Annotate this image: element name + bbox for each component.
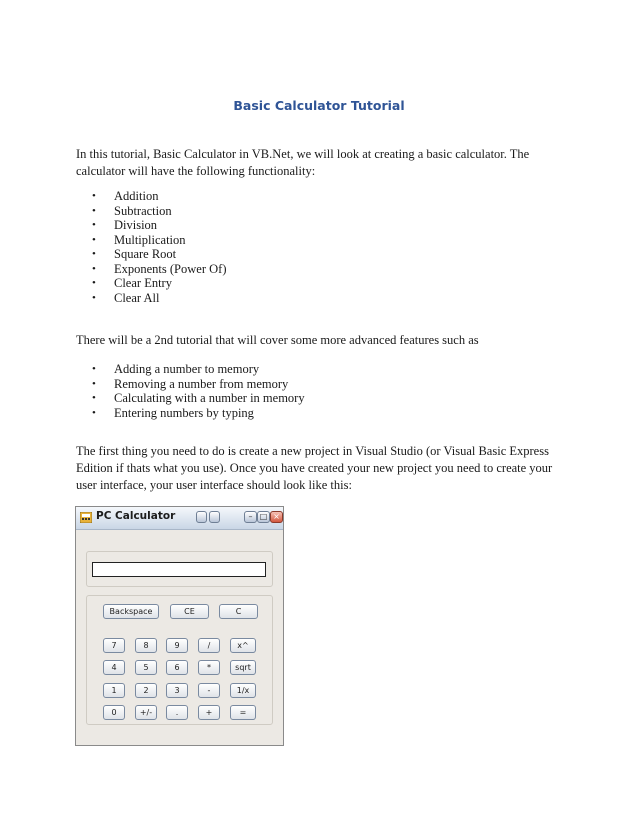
bullet-icon: •	[92, 262, 96, 275]
calc-key: *	[198, 660, 220, 675]
app-icon	[80, 512, 92, 523]
feature-item	[76, 276, 226, 291]
bullet-icon: •	[92, 233, 96, 246]
intro-paragraph	[76, 146, 556, 180]
maximize-icon: □	[257, 511, 270, 523]
minimize-icon: –	[244, 511, 257, 523]
intro-text: In this tutorial, Basic Calculator in VB.Net, we will look at creating a basic calculator. The calculator will have the following functionality:	[76, 147, 530, 178]
advanced-feature-item-label: Calculating with a number in memory	[114, 391, 305, 405]
feature-item-label: Clear Entry	[114, 276, 172, 290]
feature-item	[76, 204, 226, 219]
bullet-icon: •	[92, 248, 96, 260]
calc-key: 1	[103, 683, 125, 698]
calculator-display	[92, 562, 266, 577]
bullet-icon: •	[92, 363, 96, 375]
second-text: There will be a 2nd tutorial that will cover some more advanced features such as	[76, 333, 479, 347]
bullet-icon: •	[92, 392, 96, 404]
feature-item	[76, 247, 226, 262]
calc-key: .	[166, 705, 188, 720]
feature-item-label: Exponents (Power Of)	[114, 261, 227, 276]
calc-key: /	[198, 638, 220, 653]
feature-item-label: Division	[114, 218, 158, 232]
third-text: The first thing you need to do is create a new project in Visual Studio (or Visual Basic Express Edition if thats what you use). Once you have created your new project you need to create your user interface, your user interface should look like this:	[76, 444, 553, 492]
calc-key-c: C	[219, 604, 258, 619]
feature-item-label: Clear All	[114, 290, 160, 305]
calc-key: 1/x	[230, 683, 256, 698]
advanced-feature-item	[76, 391, 305, 406]
calc-key: 9	[166, 638, 188, 653]
second-paragraph	[76, 332, 556, 349]
calc-key: 0	[103, 705, 125, 720]
calc-key: sqrt	[230, 660, 256, 675]
bullet-icon: •	[92, 406, 96, 419]
calc-key: =	[230, 705, 256, 720]
document-title: Basic Calculator Tutorial	[233, 98, 405, 113]
feature-item-label: Multiplication	[114, 232, 186, 247]
calculator-title: PC Calculator	[96, 510, 176, 522]
extra-titlebar-icon-2	[209, 511, 220, 523]
calc-key: 8	[135, 638, 157, 653]
extra-titlebar-icon-1	[196, 511, 207, 523]
advanced-feature-item-label: Entering numbers by typing	[114, 405, 254, 420]
feature-item	[76, 189, 226, 204]
bullet-icon: •	[92, 190, 96, 202]
advanced-feature-item	[76, 362, 305, 377]
feature-item-label: Subtraction	[114, 203, 172, 218]
calc-key: +	[198, 705, 220, 720]
calculator-window-image	[75, 506, 284, 746]
calc-key: 7	[103, 638, 125, 653]
calculator-titlebar	[76, 507, 283, 530]
calc-key: 6	[166, 660, 188, 675]
calc-key: +/-	[135, 705, 157, 720]
close-icon: ×	[270, 511, 283, 523]
features-list	[76, 189, 226, 305]
feature-item	[76, 291, 226, 306]
bullet-icon: •	[92, 204, 96, 217]
advanced-feature-item-label: Adding a number to memory	[114, 362, 260, 376]
calc-key: x^	[230, 638, 256, 653]
calc-key-backspace: Backspace	[103, 604, 159, 619]
feature-item	[76, 218, 226, 233]
feature-item	[76, 233, 226, 248]
third-paragraph	[76, 443, 556, 494]
bullet-icon: •	[92, 219, 96, 231]
calc-key: 5	[135, 660, 157, 675]
bullet-icon: •	[92, 277, 96, 289]
bullet-icon: •	[92, 291, 96, 304]
advanced-feature-item-label: Removing a number from memory	[114, 376, 289, 391]
calc-key: 2	[135, 683, 157, 698]
feature-item	[76, 262, 226, 277]
feature-item-label: Square Root	[114, 247, 177, 261]
calc-key: 4	[103, 660, 125, 675]
calc-key: -	[198, 683, 220, 698]
calc-key-ce: CE	[170, 604, 209, 619]
advanced-feature-item	[76, 406, 305, 421]
advanced-features-list	[76, 362, 305, 420]
calc-key: 3	[166, 683, 188, 698]
advanced-feature-item	[76, 377, 305, 392]
feature-item-label: Addition	[114, 189, 159, 203]
bullet-icon: •	[92, 377, 96, 390]
